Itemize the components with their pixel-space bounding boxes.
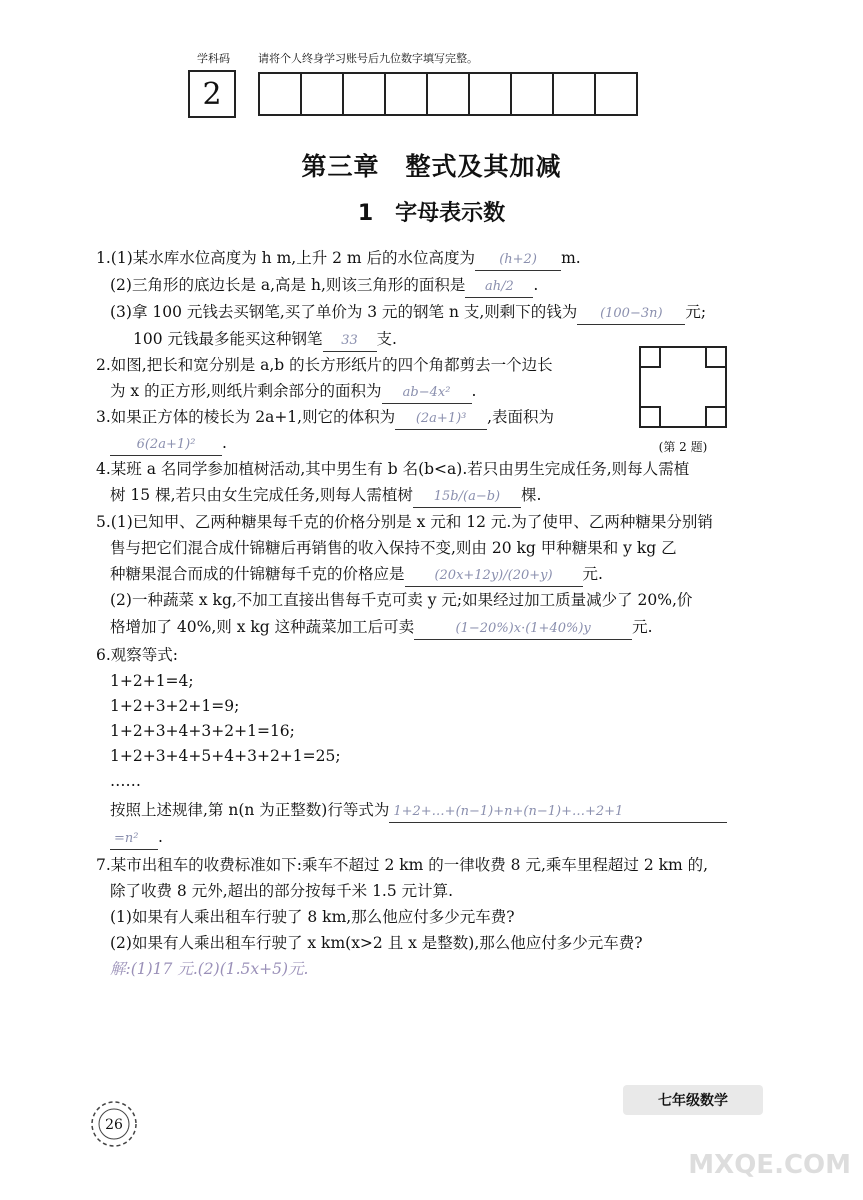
- q1-part4: 100 元钱最多能买这种钢笔 33 支.: [133, 329, 397, 352]
- digit-box[interactable]: [342, 72, 386, 116]
- answer-blank[interactable]: 33: [323, 331, 377, 352]
- chapter-title: 第三章 整式及其加减: [301, 152, 562, 181]
- instruction-text: 请将个人终身学习账号后九位数字填写完整。: [258, 52, 478, 65]
- digit-box[interactable]: [468, 72, 512, 116]
- subject-code-label: 学科码: [197, 52, 230, 65]
- subject-code-box: 2: [188, 70, 236, 118]
- answer-blank[interactable]: 1+2+…+(n−1)+n+(n−1)+…+2+1: [389, 802, 727, 823]
- answer-blank[interactable]: (1−20%)x·(1+40%)y: [414, 619, 632, 640]
- digit-box[interactable]: [258, 72, 302, 116]
- q4-line1: 4.某班 a 名同学参加植树活动,其中男生有 b 名(b<a).若只由男生完成任务,则每人需植: [96, 460, 690, 478]
- page-number-badge: [88, 1098, 140, 1150]
- q1-part1: 1.(1)某水库水位高度为 h m,上升 2 m 后的水位高度为 (h+2) m.: [96, 248, 581, 271]
- q7-part2: (2)如果有人乘出租车行驶了 x km(x>2 且 x 是整数),那么他应付多少元车费?: [110, 934, 643, 952]
- q6-rule-line: 按照上述规律,第 n(n 为正整数)行等式为 1+2+…+(n−1)+n+(n−1)+…+2+1: [110, 800, 727, 823]
- answer-blank[interactable]: 6(2a+1)²: [110, 435, 222, 456]
- answer-blank[interactable]: (100−3n): [577, 304, 685, 325]
- answer-blank[interactable]: ah/2: [465, 277, 533, 298]
- figure-caption: (第 2 题): [658, 440, 708, 454]
- digit-box[interactable]: [552, 72, 596, 116]
- cut-square: [705, 406, 727, 428]
- digit-box[interactable]: [426, 72, 470, 116]
- q2-line2: 为 x 的正方形,则纸片剩余部分的面积为 ab−4x² .: [110, 381, 476, 404]
- q2-line1: 2.如图,把长和宽分别是 a,b 的长方形纸片的四个角都剪去一个边长: [96, 356, 553, 374]
- answer-blank[interactable]: (2a+1)³: [395, 409, 487, 430]
- answer-blank[interactable]: =n²: [110, 829, 158, 850]
- q7-part1: (1)如果有人乘出租车行驶了 8 km,那么他应付多少元车费?: [110, 908, 515, 926]
- answer-blank[interactable]: ab−4x²: [382, 383, 472, 404]
- q6-equation-4: 1+2+3+4+5+4+3+2+1=25;: [110, 747, 341, 765]
- answer-blank[interactable]: (h+2): [475, 250, 561, 271]
- watermark: MXQE.COM: [688, 1150, 851, 1180]
- digit-box[interactable]: [510, 72, 554, 116]
- digit-box[interactable]: [594, 72, 638, 116]
- cut-square: [639, 346, 661, 368]
- answer-blank[interactable]: (20x+12y)/(20+y): [405, 566, 583, 587]
- q5-line2: 售与把它们混合成什锦糖后再销售的收入保持不变,则由 20 kg 甲种糖果和 y kg 乙: [110, 539, 677, 557]
- book-label: 七年级数学: [623, 1085, 763, 1115]
- digit-box[interactable]: [384, 72, 428, 116]
- answer-blank[interactable]: 15b/(a−b): [413, 487, 521, 508]
- q6-rule-line-2: =n² .: [110, 827, 163, 850]
- q6-equation-1: 1+2+1=4;: [110, 672, 194, 690]
- q1-part2: (2)三角形的底边长是 a,高是 h,则该三角形的面积是 ah/2 .: [110, 275, 538, 298]
- q5-line4: (2)一种蔬菜 x kg,不加工直接出售每千克可卖 y 元;如果经过加工质量减少了 20%,价: [110, 591, 693, 609]
- cut-square: [639, 406, 661, 428]
- q6-equation-3: 1+2+3+4+3+2+1=16;: [110, 722, 295, 740]
- q1-part3: (3)拿 100 元钱去买钢笔,买了单价为 3 元的钢笔 n 支,则剩下的钱为 (100−3n) 元;: [110, 302, 706, 325]
- q6-title: 6.观察等式:: [96, 646, 179, 664]
- q5-line5: 格增加了 40%,则 x kg 这种蔬菜加工后可卖 (1−20%)x·(1+40%)y 元.: [110, 617, 653, 640]
- q7-line2: 除了收费 8 元外,超出的部分按每千米 1.5 元计算.: [110, 882, 454, 900]
- q4-line2: 树 15 棵,若只由女生完成任务,则每人需植树 15b/(a−b) 棵.: [110, 485, 541, 508]
- account-number-grid: [188, 72, 636, 116]
- page-number: 26: [105, 1117, 123, 1133]
- q7-solution: 解:(1)17 元.(2)(1.5x+5)元.: [110, 960, 309, 978]
- q6-equation-2: 1+2+3+2+1=9;: [110, 697, 240, 715]
- section-title: 1 字母表示数: [357, 201, 506, 226]
- q5-line1: 5.(1)已知甲、乙两种糖果每千克的价格分别是 x 元和 12 元.为了使甲、乙两种糖果分别销: [96, 513, 713, 531]
- cut-square: [705, 346, 727, 368]
- q7-line1: 7.某市出租车的收费标准如下:乘车不超过 2 km 的一律收费 8 元,乘车里程超过 2 km 的,: [96, 856, 709, 874]
- q5-line3: 种糖果混合而成的什锦糖每千克的价格应是 (20x+12y)/(20+y) 元.: [110, 564, 603, 587]
- rectangle-figure: [639, 346, 727, 428]
- q3-line1: 3.如果正方体的棱长为 2a+1,则它的体积为 (2a+1)³ ,表面积为: [96, 407, 554, 430]
- q3-line2: 6(2a+1)² .: [110, 433, 227, 456]
- digit-box[interactable]: [300, 72, 344, 116]
- q6-ellipsis: ……: [110, 772, 141, 790]
